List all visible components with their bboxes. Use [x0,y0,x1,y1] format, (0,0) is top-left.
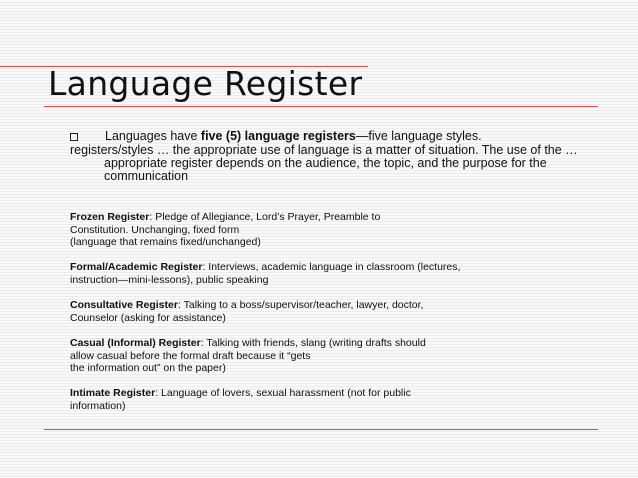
title-bottom-rule [44,106,598,107]
continuation-line-3: communication [104,169,189,183]
register-casual-line-2: allow casual before the formal draft because it “gets [70,349,311,362]
register-consultative-name: Consultative Register [70,299,178,312]
footer-rule [44,429,598,430]
continuation-line-2: appropriate register depends on the audience, the topic, and the purpose for the [104,156,547,170]
register-consultative [70,299,590,324]
register-casual-desc-1: : Talking with friends, slang (writing drafts should [200,336,426,349]
register-consultative-desc-1: : Talking to a boss/supervisor/teacher, lawyer, doctor, [177,299,424,312]
register-frozen-line-1 [70,211,590,224]
register-frozen-line-2: Constitution. Unchanging, fixed form [70,223,240,236]
bullet-text [105,129,482,144]
register-frozen-desc-1: : Pledge of Allegiance, Lord’s Prayer, Preamble to [149,211,381,223]
continuation-line-1: registers/styles … the appropriate use of language is a matter of situation. The use of the … [70,143,578,157]
register-intimate-line-2: information) [70,399,126,412]
bullet-text-post: —five language styles. [355,129,482,143]
register-formal-desc-1: : Interviews, academic language in classroom (lectures, [202,261,461,274]
register-intimate-line-1 [70,387,590,400]
register-intimate-name: Intimate Register [70,387,156,400]
square-bullet-icon [70,133,78,141]
register-consultative-line-2: Counselor (asking for assistance) [70,311,226,324]
continuation-paragraph [71,144,611,183]
register-formal-name: Formal/Academic Register [70,261,203,274]
register-intimate-desc-1: : Language of lovers, sexual harassment (not for public [155,387,411,400]
register-intimate [70,387,590,412]
main-bullet [70,129,610,144]
register-casual [70,337,590,375]
register-frozen-line-3: (language that remains fixed/unchanged) [70,236,261,249]
register-list [70,211,590,413]
register-casual-line-1 [70,337,590,350]
bullet-text-pre: Languages have [105,129,201,143]
register-formal-line-1 [70,261,590,274]
register-casual-name: Casual (Informal) Register [70,336,201,349]
register-formal [70,261,590,286]
register-casual-line-3: the information out” on the paper) [70,362,226,375]
register-frozen [70,211,590,249]
register-formal-line-2: instruction—mini-lessons), public speaking [70,273,269,286]
register-consultative-line-1 [70,299,590,312]
bullet-text-bold: five (5) language registers [200,129,356,143]
bullet-line [70,129,610,144]
register-frozen-name: Frozen Register [70,211,150,223]
slide-title: Language Register [48,64,363,103]
